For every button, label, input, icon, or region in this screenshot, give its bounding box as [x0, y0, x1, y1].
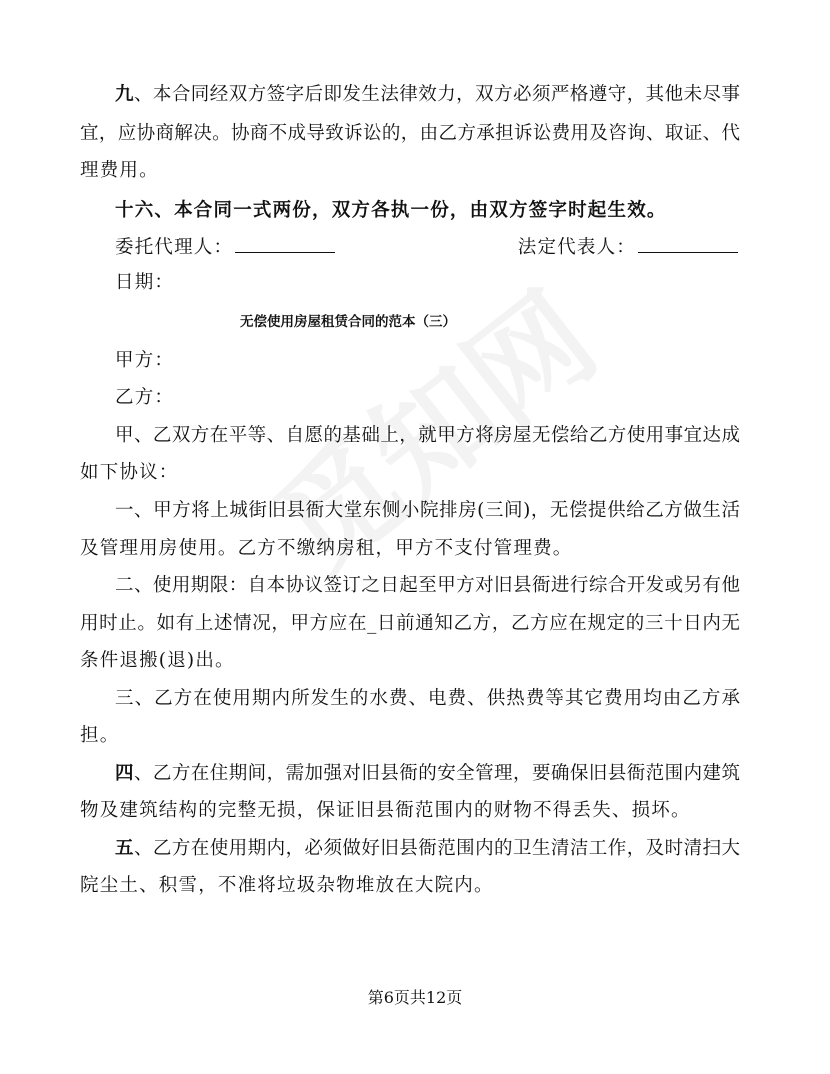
party-b: 乙方： [115, 387, 175, 408]
rep-signature-blank[interactable] [638, 234, 738, 253]
clause5-lead: 五 [115, 838, 134, 859]
page-number: 第6页共12页 [367, 988, 463, 1007]
clause5-line2: 院尘土、积雪，不准将垃圾杂物堆放在大院内。 [80, 875, 494, 896]
clause3-line2: 担。 [80, 725, 120, 746]
rep-signature: 法定代表人： [518, 234, 738, 260]
clause2-line3: 条件退搬(退)出。 [80, 650, 235, 671]
clause4-line2: 物及建筑结构的完整无损，保证旧县衙范围内的财物不得丢失、损坏。 [80, 800, 691, 821]
clause9-line1: 九、本合同经双方签字后即发生法律效力，双方必须严格遵守，其他未尽事 [115, 84, 740, 105]
signature-row [115, 234, 738, 260]
clause3-line1: 三、乙方在使用期内所发生的水费、电费、供热费等其它费用均由乙方承 [115, 688, 740, 709]
clause9-line3: 理费用。 [80, 160, 159, 181]
clause1-line1: 一、甲方将上城街旧县衙大堂东侧小院排房(三间)，无偿提供给乙方做生活 [115, 500, 740, 521]
agent-signature-blank[interactable] [235, 234, 335, 253]
clause4-lead: 四 [115, 763, 134, 784]
clause5-line1: 五、乙方在使用期内，必须做好旧县衙范围内的卫生清洁工作，及时清扫大 [115, 838, 740, 859]
clause1-line2: 及管理用房使用。乙方不缴纳房租，甲方不支付管理费。 [80, 538, 573, 559]
clause2-line1: 二、使用期限：自本协议签订之日起至甲方对旧县衙进行综合开发或另有他 [115, 575, 740, 596]
intro-line2: 如下协议： [80, 462, 179, 483]
intro-line1: 甲、乙双方在平等、自愿的基础上，就甲方将房屋无偿给乙方使用事宜达成 [115, 425, 740, 446]
clause9-line2: 宜，应协商解决。协商不成导致诉讼的，由乙方承担诉讼费用及咨询、取证、代 [80, 123, 740, 144]
clause4-line1: 四、乙方在住期间，需加强对旧县衙的安全管理，要确保旧县衙范围内建筑 [115, 763, 740, 784]
section-subtitle: 无偿使用房屋租赁合同的范本（三） [240, 314, 456, 330]
clause9-lead: 九 [115, 84, 134, 105]
clause16: 十六、本合同一式两份，双方各执一份，由双方签字时起生效。 [115, 200, 667, 221]
agent-signature: 委托代理人： [115, 234, 335, 260]
clause2-line2: 用时止。如有上述情况，甲方应在_日前通知乙方，乙方应在规定的三十日内无 [80, 613, 740, 634]
party-a: 甲方： [115, 350, 175, 371]
date-label: 日期： [115, 272, 175, 293]
